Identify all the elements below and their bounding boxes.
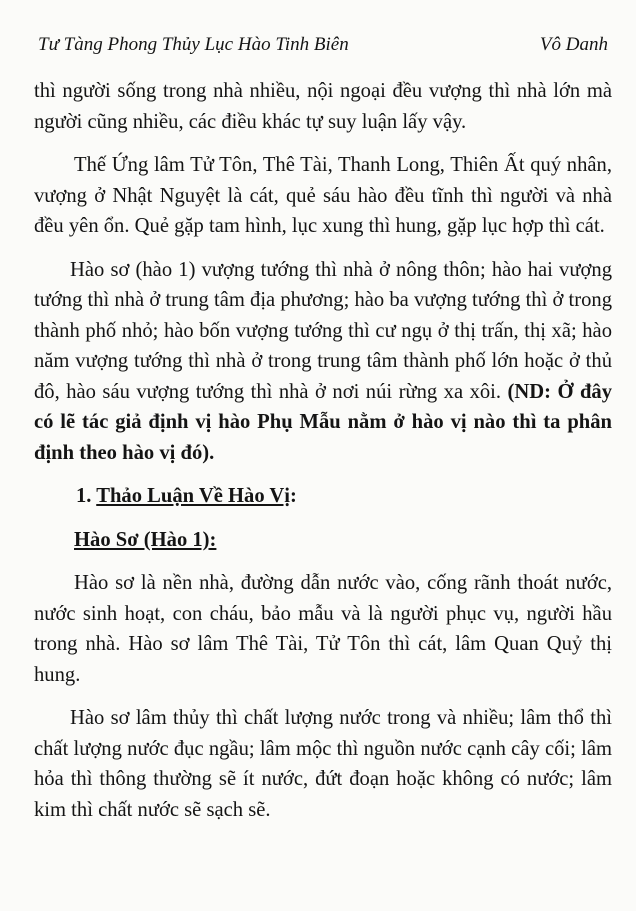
- author-name: Vô Danh: [539, 34, 608, 55]
- paragraph-hao-positions: [34, 255, 612, 469]
- paragraph-hao-so-elements: Hào sơ lâm thủy thì chất lượng nước trong và nhiều; lâm thổ thì chất lượng nước đục ngầu; lâm mộc thì nguồn nước cạnh cây cối; lâm hỏa thì thông thường sẽ ít nước, đứt đoạn hoặc không có nước; lâm kim thì chất nước sẽ sạch sẽ.: [34, 707, 612, 821]
- paragraph-continuation: thì người sống trong nhà nhiều, nội ngoại đều vượng thì nhà lớn mà người cũng nhiều, các điều khác tự suy luận lấy vậy.: [34, 80, 612, 133]
- subsection-title: Hào Sơ (Hào 1): [74, 528, 210, 551]
- section-title: Thảo Luận Về Hào Vị: [96, 485, 291, 507]
- paragraph-hao-so-meaning: Hào sơ là nền nhà, đường dẫn nước vào, cống rãnh thoát nước, nước sinh hoạt, con cháu, bảo mẫu và là người phục vụ, người hầu trong nhà. Hào sơ lâm Thê Tài, Tử Tôn thì cát, lâm Quan Quỷ thị hung.: [34, 572, 612, 686]
- translator-note: (ND: Ở đây có lẽ tác giả định vị hào Phụ Mẫu nằm ở hào vị nào thì ta phân định theo hào vị đó).: [34, 380, 612, 464]
- section-number: 1.: [76, 485, 97, 507]
- paragraph-hao-positions-text: Hào sơ (hào 1) vượng tướng thì nhà ở nông thôn; hào hai vượng tướng thì nhà ở trung tâm địa phương; hào ba vượng tướng thì ở trong thành phố nhỏ; hào bốn vượng tướng thì cư ngụ ở thị trấn, thị xã; hào năm vượng tướng thì nhà ở trong trung tâm thành phố lớn hoặc ở thủ đô, hào sáu vượng tướng thì nhà ở nơi núi rừng xa xôi.: [34, 258, 612, 403]
- section-heading: [34, 481, 612, 512]
- subsection-title-colon: :: [209, 528, 217, 551]
- subsection-heading: [34, 525, 612, 556]
- section-title-colon: :: [290, 485, 297, 507]
- body-text: [34, 76, 612, 838]
- paragraph-the-ung: Thế Ứng lâm Tử Tôn, Thê Tài, Thanh Long, Thiên Ất quý nhân, vượng ở Nhật Nguyệt là cát, quẻ sáu hào đều tĩnh thì người và nhà đều yên ổn. Quẻ gặp tam hình, lục xung thì hung, gặp lục hợp thì cát.: [34, 154, 612, 237]
- book-title: Tư Tàng Phong Thủy Lục Hào Tinh Biên: [38, 34, 349, 55]
